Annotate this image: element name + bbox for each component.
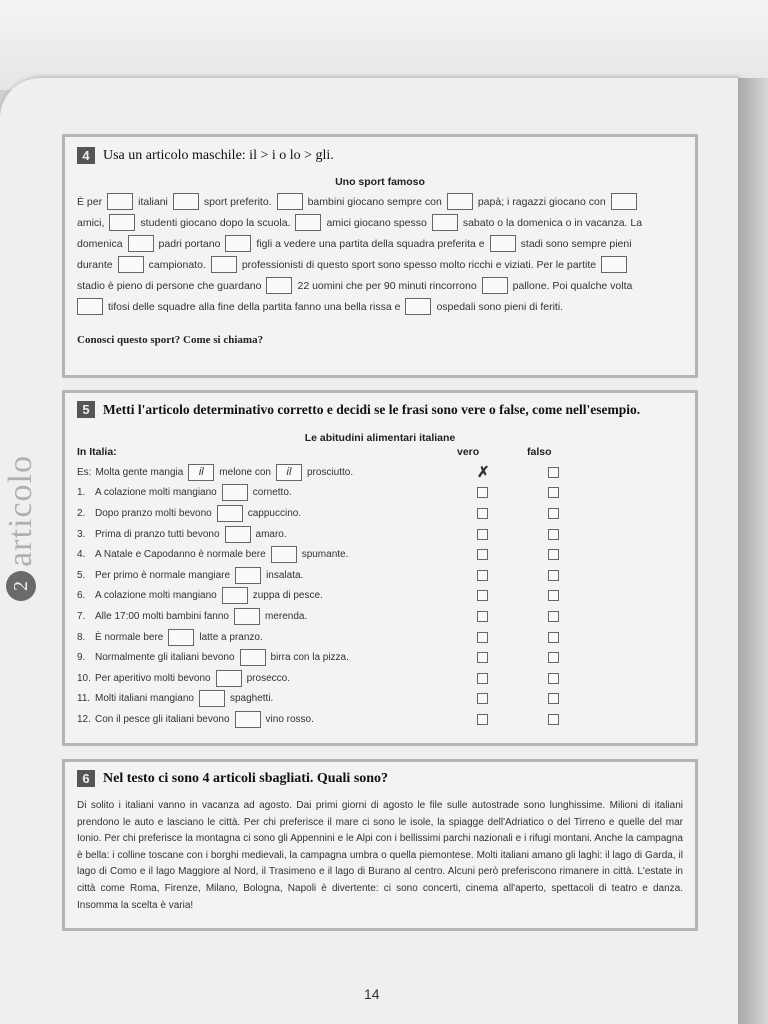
- exercise-subtitle: Uno sport famoso: [335, 176, 425, 188]
- true-checkbox[interactable]: [477, 529, 488, 540]
- text-fragment: cornetto.: [252, 487, 292, 499]
- answer-blank[interactable]: [240, 649, 266, 666]
- answer-blank[interactable]: [217, 505, 243, 522]
- exercise-row: [77, 483, 683, 504]
- true-checkbox[interactable]: [477, 508, 488, 519]
- exercise-row: [77, 544, 683, 565]
- example-prefix: Es:: [77, 466, 92, 478]
- page-spine-shadow: [738, 78, 768, 1024]
- true-checkbox[interactable]: [477, 590, 488, 601]
- chapter-number: 2: [6, 571, 36, 601]
- exercise-row: [77, 709, 683, 730]
- text-fragment: Molta gente mangia: [95, 466, 184, 478]
- text-fragment: spaghetti.: [229, 693, 274, 705]
- text-line: [77, 254, 683, 275]
- text-fragment: spumante.: [301, 549, 349, 561]
- exercise-row: [77, 668, 683, 689]
- row-number: 10.: [77, 672, 91, 684]
- exercise-row: [77, 565, 683, 586]
- answer-blank[interactable]: [266, 277, 292, 294]
- exercise-number: 4: [77, 147, 95, 164]
- exercise-6-heading: [77, 770, 683, 787]
- answer-blank[interactable]: [225, 235, 251, 252]
- true-checkbox[interactable]: [477, 673, 488, 684]
- answer-blank[interactable]: [235, 711, 261, 728]
- exercise-instruction: Usa un articolo maschile: il > i o lo > gli.: [103, 147, 334, 163]
- row-number: 2.: [77, 507, 86, 519]
- true-checkbox[interactable]: [477, 487, 488, 498]
- text-fragment: tifosi delle squadre alla fine della partita fanno una bella rissa e: [108, 300, 401, 313]
- true-checkbox[interactable]: [477, 693, 488, 704]
- text-fragment: italiani: [138, 195, 168, 208]
- exercise-number: 5: [77, 401, 95, 418]
- answer-blank[interactable]: [118, 256, 144, 273]
- row-number: 11.: [77, 693, 91, 705]
- text-line: [77, 212, 683, 233]
- true-checkbox[interactable]: [477, 632, 488, 643]
- example-row: [77, 462, 683, 483]
- text-fragment: padri portano: [158, 237, 221, 250]
- answer-blank[interactable]: [173, 193, 199, 210]
- col-true-label: vero: [457, 446, 480, 458]
- text-fragment: papà; i ragazzi giocano con: [477, 195, 606, 208]
- answer-blank: il: [188, 464, 214, 481]
- text-fragment: È per: [77, 195, 103, 208]
- answer-blank[interactable]: [222, 587, 248, 604]
- exercise-row: [77, 606, 683, 627]
- row-number: 5.: [77, 569, 86, 581]
- exercise-row: [77, 524, 683, 545]
- text-fragment: Per primo è normale mangiare: [95, 569, 231, 581]
- text-fragment: stadio è pieno di persone che guardano: [77, 279, 262, 292]
- false-checkbox[interactable]: [548, 487, 559, 498]
- text-fragment: A colazione molti mangiano: [95, 590, 217, 602]
- answer-blank[interactable]: [405, 298, 431, 315]
- true-checkbox[interactable]: [477, 611, 488, 622]
- exercise-row: [77, 647, 683, 668]
- text-fragment: amici giocano spesso: [326, 216, 427, 229]
- true-checkbox[interactable]: [477, 714, 488, 725]
- text-fragment: A Natale e Capodanno è normale bere: [95, 549, 266, 561]
- true-checkmark: ✗: [477, 464, 490, 482]
- page-number: 14: [364, 986, 380, 1002]
- answer-blank[interactable]: [271, 546, 297, 563]
- answer-blank[interactable]: [109, 214, 135, 231]
- answer-blank[interactable]: [234, 608, 260, 625]
- answer-blank[interactable]: [222, 484, 248, 501]
- row-number: 9.: [77, 652, 86, 664]
- answer-blank[interactable]: [611, 193, 637, 210]
- chapter-label: articolo: [2, 455, 39, 567]
- text-line: [77, 191, 683, 212]
- exercise-6-box: [62, 759, 698, 931]
- false-checkbox[interactable]: [548, 611, 559, 622]
- previous-page-edge: [0, 0, 768, 90]
- true-checkbox[interactable]: [477, 652, 488, 663]
- row-number: 12.: [77, 713, 91, 725]
- answer-blank[interactable]: [128, 235, 154, 252]
- true-checkbox[interactable]: [477, 570, 488, 581]
- text-fragment: Alle 17:00 molti bambini fanno: [95, 610, 229, 622]
- false-checkbox[interactable]: [548, 529, 559, 540]
- false-checkbox[interactable]: [548, 714, 559, 725]
- answer-blank[interactable]: [277, 193, 303, 210]
- exercise-row: [77, 689, 683, 710]
- text-fragment: zuppa di pesce.: [252, 590, 323, 602]
- answer-blank[interactable]: [235, 567, 261, 584]
- answer-blank[interactable]: [211, 256, 237, 273]
- answer-blank[interactable]: [107, 193, 133, 210]
- answer-blank[interactable]: [482, 277, 508, 294]
- text-fragment: A colazione molti mangiano: [95, 487, 217, 499]
- answer-blank[interactable]: [601, 256, 627, 273]
- false-checkbox[interactable]: [548, 508, 559, 519]
- text-fragment: bambini giocano sempre con: [307, 195, 442, 208]
- row-number: 6.: [77, 590, 86, 602]
- exercise-row: [77, 503, 683, 524]
- text-fragment: Molti italiani mangiano: [95, 693, 194, 705]
- text-fragment: prosciutto.: [307, 466, 354, 478]
- answer-blank[interactable]: [447, 193, 473, 210]
- false-checkbox[interactable]: [548, 693, 559, 704]
- chapter-side-tab: [0, 455, 42, 630]
- text-fragment: figli a vedere una partita della squadra preferita e: [256, 237, 485, 250]
- text-fragment: 22 uomini che per 90 minuti rincorrono: [297, 279, 477, 292]
- answer-blank[interactable]: [77, 298, 103, 315]
- row-number: 3.: [77, 528, 86, 540]
- text-fragment: Con il pesce gli italiani bevono: [95, 713, 230, 725]
- text-fragment: birra con la pizza.: [270, 652, 349, 664]
- false-checkbox[interactable]: [548, 549, 559, 560]
- text-fragment: studenti giocano dopo la scuola.: [140, 216, 291, 229]
- exercise-question: Conosci questo sport? Come si chiama?: [77, 334, 264, 346]
- text-fragment: Normalmente gli italiani bevono: [95, 652, 235, 664]
- row-number: 7.: [77, 610, 86, 622]
- lead-label: In Italia:: [77, 446, 117, 458]
- text-fragment: prosecco.: [246, 672, 290, 684]
- text-fragment: stadi sono sempre pieni: [520, 237, 632, 250]
- text-fragment: Dopo pranzo molti bevono: [95, 507, 212, 519]
- text-fragment: Per aperitivo molti bevono: [95, 672, 211, 684]
- answer-blank[interactable]: [199, 690, 225, 707]
- text-fragment: domenica: [77, 237, 123, 250]
- answer-blank: il: [276, 464, 302, 481]
- text-fragment: amici,: [77, 216, 105, 229]
- false-checkbox[interactable]: [548, 632, 559, 643]
- exercise-5-heading: [77, 401, 683, 418]
- exercise-4-heading: [77, 147, 683, 164]
- text-fragment: insalata.: [266, 569, 304, 581]
- text-fragment: campionato.: [148, 258, 206, 271]
- text-fragment: ospedali sono pieni di feriti.: [436, 300, 564, 313]
- text-fragment: merenda.: [264, 610, 308, 622]
- exercise-row: [77, 586, 683, 607]
- text-fragment: professionisti di questo sport sono spesso molto ricchi e viziati. Per le partite: [241, 258, 597, 271]
- answer-blank[interactable]: [168, 629, 194, 646]
- text-fragment: sport preferito.: [203, 195, 272, 208]
- false-checkbox[interactable]: [548, 652, 559, 663]
- text-line: [77, 275, 683, 296]
- text-fragment: cappuccino.: [247, 507, 302, 519]
- text-line: [77, 296, 683, 317]
- answer-blank[interactable]: [295, 214, 321, 231]
- text-fragment: durante: [77, 258, 113, 271]
- text-fragment: pallone. Poi qualche volta: [512, 279, 633, 292]
- true-checkbox[interactable]: [477, 549, 488, 560]
- false-checkbox[interactable]: [548, 570, 559, 581]
- exercise-instruction: Metti l'articolo determinativo corretto e decidi se le frasi sono vere o false, come nell'esempio.: [103, 401, 641, 417]
- exercise-4-box: [62, 134, 698, 378]
- text-fragment: sabato o la domenica o in vacanza. La: [462, 216, 643, 229]
- exercise-row: [77, 627, 683, 648]
- false-checkbox[interactable]: [548, 467, 559, 478]
- row-number: 8.: [77, 631, 86, 643]
- row-number: 1.: [77, 487, 86, 499]
- text-line: [77, 233, 683, 254]
- exercise-text: Di solito i italiani vanno in vacanza ad agosto. Dai primi giorni di agosto le file sulle autostrade sono lunghissime. Milioni di italiani prendono le auto e lasciano le città. Per chi preferisce il mare ci sono le isole, la spiagge dell'Adriatico o del Tirreno e quelle del mar Ionio. Per chi preferisce la montagna ci sono gli Appennini e le Alpi con i bellissimi parchi nazionali e i rifugi montani. Anche la campagna è bella: i colline toscane con i borghi medievali, la campagna umbra o quella piemontese. Molti italiani amano gli laghi: il lago di Garda, il lago di Como e il lago Maggiore al Nord, il Trasimeno e il lago di Burano al centro. Alcuni però preferiscono rimanere in città. L'estate in città come Roma, Firenze, Milano, Bologna, Napoli è divertente: ci sono concerti, cinema all'aperto, spettacoli di teatro e danza. Insomma la scelta è varia!: [77, 800, 683, 911]
- false-checkbox[interactable]: [548, 590, 559, 601]
- exercise-subtitle: Le abitudini alimentari italiane: [304, 432, 456, 444]
- false-checkbox[interactable]: [548, 673, 559, 684]
- answer-blank[interactable]: [490, 235, 516, 252]
- text-fragment: vino rosso.: [265, 713, 314, 725]
- exercise-number: 6: [77, 770, 95, 787]
- text-fragment: È normale bere: [95, 631, 164, 643]
- text-fragment: amaro.: [255, 528, 287, 540]
- text-fragment: Prima di pranzo tutti bevono: [95, 528, 220, 540]
- text-fragment: latte a pranzo.: [199, 631, 263, 643]
- text-fragment: melone con: [219, 466, 271, 478]
- exercise-5-box: [62, 390, 698, 746]
- table-header: [77, 444, 683, 462]
- answer-blank[interactable]: [216, 670, 242, 687]
- answer-blank[interactable]: [225, 526, 251, 543]
- exercise-instruction: Nel testo ci sono 4 articoli sbagliati. Quali sono?: [103, 770, 389, 786]
- col-false-label: falso: [527, 446, 552, 458]
- row-number: 4.: [77, 549, 86, 561]
- answer-blank[interactable]: [432, 214, 458, 231]
